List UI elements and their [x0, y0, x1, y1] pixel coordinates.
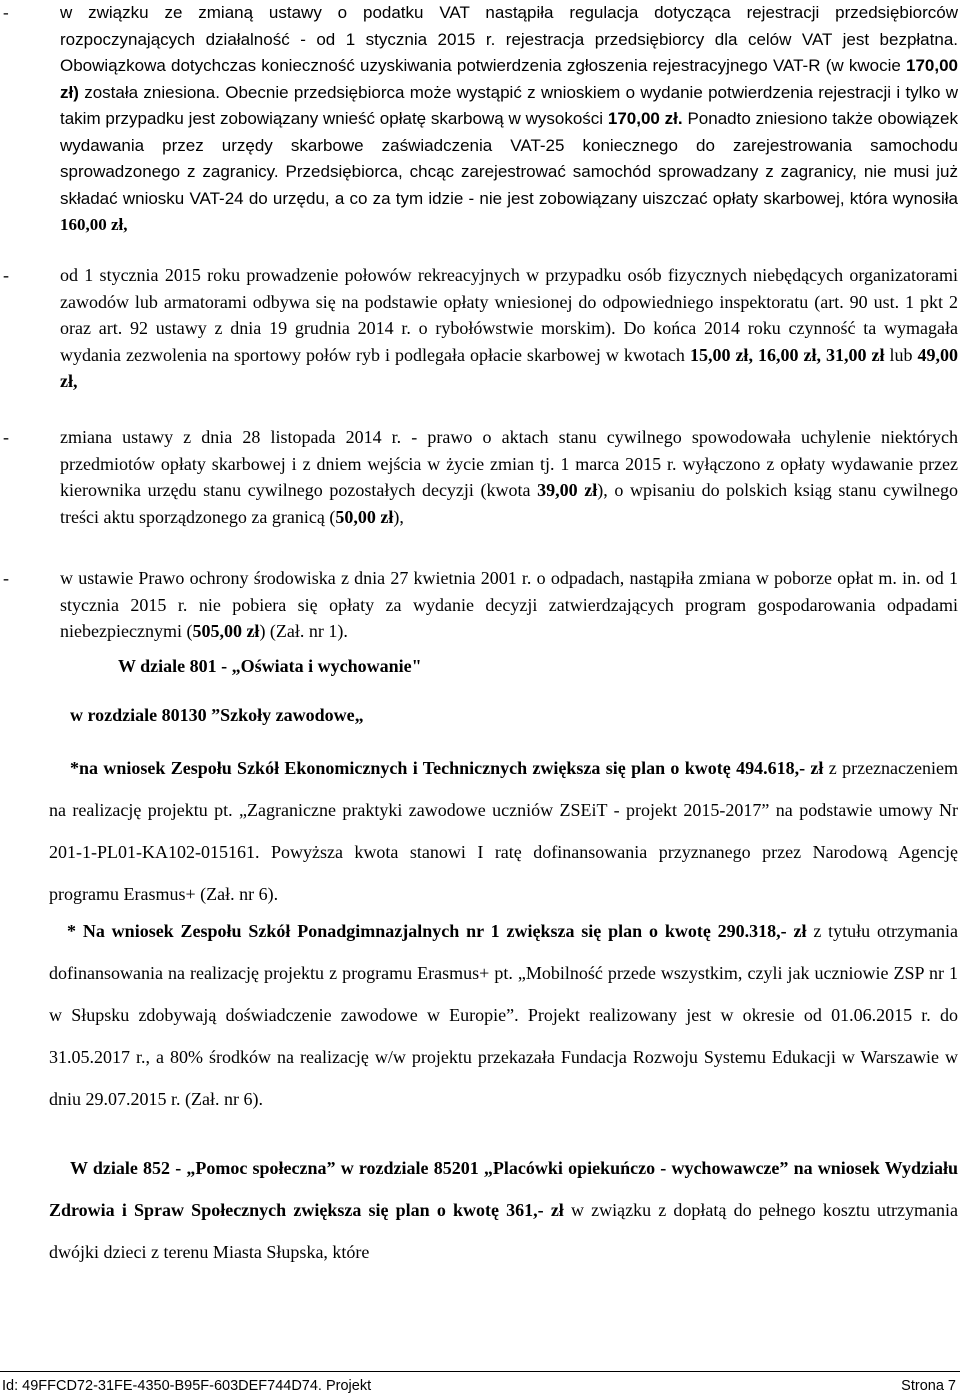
footer-page-number: Strona 7: [901, 1378, 956, 1394]
footer-document-id: Id: 49FFCD72-31FE-4350-B95F-603DEF744D74. Projekt: [2, 1378, 372, 1394]
paragraph-bold: * Na wniosek Zespołu Szkół Ponadgimnazjalnych nr 1 zwiększa się plan o kwotę 290.318,- zł: [67, 921, 807, 941]
list-bold-amount: 170,00 zł.: [607, 109, 683, 128]
list-text: została zniesiona. Obecnie przedsiębiorca może wystąpić z wnioskiem o wydanie potwierdzenia rejestracji i tylko w takim przypadku jest zobowiązany wnieść opłatę skarbową w wysokości: [60, 82, 958, 128]
paragraph-bold: *na wniosek Zespołu Szkół Ekonomicznych i Technicznych zwiększa się plan o kwotę 494.618,- zł: [70, 758, 824, 778]
list-item: [3, 0, 959, 239]
paragraph-zseit: [49, 747, 958, 915]
subsection-heading: w rozdziale 80130 ”Szkoły zawodowe„: [70, 705, 364, 725]
list-bold-amount: 505,00 zł: [192, 621, 260, 641]
list-dash: -: [3, 265, 9, 285]
list-bold-amount: 49,00 zł,: [60, 344, 958, 391]
list-dash: -: [3, 3, 9, 22]
list-text: w ustawie Prawo ochrony środowiska z dnia 27 kwietnia 2001 r. o odpadach, nastąpiła zmiana w poborze opłat m. in. od 1 stycznia 2015 r. nie pobiera się opłaty za wydanie decyzji zatwierdzających program gospodarowania odpadami niebezpiecznymi (: [60, 568, 958, 641]
paragraph-bold: W dziale 852 - „Pomoc społeczna” w rozdziale 85201 „Placówki opiekuńczo - wychowawcze” na wniosek Wydziału Zdrowia i Spraw Społecznych zwiększa się plan o kwotę 361,- zł: [49, 1158, 958, 1220]
list-text: od 1 stycznia 2015 roku prowadzenie połowów rekreacyjnych w przypadku osób fizycznych niebędących organizatorami zawodów lub armatorami odbywa się na podstawie opłaty wniesionej do odpowiedniego inspektoratu (art. 90 ust. 1 pkt 2 oraz art. 92 ustawy z dnia 19 grudnia 2014 r. o rybołówstwie morskim). Do końca 2014 roku czynność ta wymagała wydania zezwolenia na sportowy połów ryb i podlegała opłacie skarbowej w kwotach: [60, 265, 958, 365]
list-bold-amount: 39,00 zł: [537, 480, 598, 500]
list-text: ),: [393, 506, 404, 527]
list-bold-amount: 50,00 zł: [335, 506, 394, 527]
paragraph-text: z tytułu otrzymania dofinansowania na realizację projektu z programu Erasmus+ pt. „Mobilność przede wszystkim, czyli jak uczniowie ZSP nr 1 w Słupsku zdobywają doświadczenie zawodowe w Europie”. Projekt realizowany jest w okresie od 01.06.2015 r. do 31.05.2017 r., a 80% środków na realizację w/w projektu przekazała Fundacja Rozwoju Systemu Edukacji w Warszawie w dniu 29.07.2015 r. (Zał. nr 6).: [49, 921, 958, 1109]
section-heading: W dziale 801 - „Oświata i wychowanie": [118, 656, 422, 676]
list-dash: -: [3, 568, 9, 588]
paragraph-text: z przeznaczeniem na realizację projektu pt. „Zagraniczne praktyki zawodowe uczniów ZSEiT - projekt 2015-2017” na podstawie umowy Nr 201-1-PL01-KA102-015161. Powyższa kwota stanowi I ratę dofinansowania przyznanego przez Narodową Agencję programu Erasmus+ (Zał. nr 6).: [49, 758, 958, 904]
list-item: [3, 262, 958, 395]
list-bold-amount: 160,00 zł,: [60, 215, 128, 234]
list-text: ) (Zał. nr 1).: [259, 621, 348, 641]
list-bold-amount: 15,00 zł, 16,00 zł, 31,00 zł: [689, 344, 885, 365]
paragraph-852: [49, 1147, 958, 1273]
list-item: [3, 565, 958, 645]
list-item: [3, 424, 958, 530]
list-dash: -: [3, 427, 9, 447]
paragraph-text: w związku z dopłatą do pełnego kosztu utrzymania dwójki dzieci z terenu Miasta Słupska, które: [49, 1200, 958, 1262]
list-text: Ponadto zniesiono także obowiązek wydawania przez urzędy skarbowe zaświadczenia VAT-25 koniecznego do zarejestrowania samochodu sprowadzonego z zagranicy. Przedsiębiorca, chcąc zarejestrować samochód sprowadzany z zagranicy, nie musi już składać wniosku VAT-24 do urzędu, a co za tym idzie - nie jest zobowiązany uiszczać opłaty skarbowej, która wynosiła: [60, 109, 959, 208]
footer-divider: [0, 1371, 960, 1372]
list-bold-amount: 170,00 zł): [60, 56, 958, 102]
list-text: ), o wpisaniu do polskich ksiąg stanu cywilnego treści aktu sporządzonego za granicą (: [60, 480, 958, 527]
list-text: zmiana ustawy z dnia 28 listopada 2014 r. - prawo o aktach stanu cywilnego spowodowała uchylenie niektórych przedmiotów opłaty skarbowej i z dniem wejścia w życie zmian tj. 1 marca 2015 r. wyłączono z opłaty wydawanie przez kierownika urzędu stanu cywilnego pozostałych decyzji (kwota: [60, 427, 958, 500]
list-text: w związku ze zmianą ustawy o podatku VAT nastąpiła regulacja dotycząca rejestracji przedsiębiorców rozpoczynających działalność - od 1 stycznia 2015 r. rejestracja przedsiębiorcy dla celów VAT jest bezpłatna. Obowiązkowa dotychczas konieczność uzyskiwania potwierdzenia zgłoszenia rejestracyjnego VAT-R (w kwocie: [60, 3, 958, 75]
list-text: lub: [884, 344, 918, 365]
paragraph-zsp: [49, 910, 958, 1120]
